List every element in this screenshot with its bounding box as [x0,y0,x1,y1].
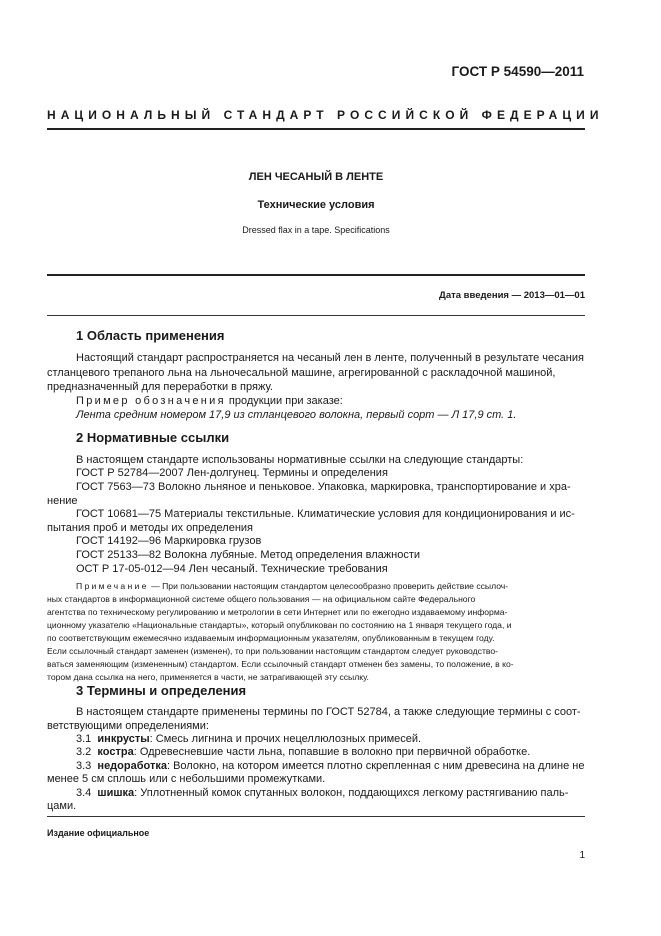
note-line: ционному указателю «Национальные стандарты», который опубликован по состоянию на 1 января текущего года, и [47,620,512,630]
document-title: ЛЕН ЧЕСАНЫЙ В ЛЕНТЕ [248,171,384,183]
example-label: Пример обозначения [76,395,226,407]
term-name: инкрусты [97,733,150,745]
example-suffix: продукции при заказе: [225,395,343,407]
term-number: 3.1 [76,733,92,745]
page-number: 1 [579,850,585,861]
term-name: недоработка [97,760,167,772]
term-item [76,759,585,773]
note-label: Примечание [76,581,149,591]
term-continuation: менее 5 см сплошь или с небольшими промежутками. [47,773,326,785]
title-divider [47,274,585,276]
header-divider [47,128,585,130]
section-1-line: предназначенный для переработки в пряжу. [47,381,273,393]
reference-line: ГОСТ 10681—75 Материалы текстильные. Климатические условия для кондиционирования и ис- [76,508,575,520]
term-continuation: цами. [47,800,77,812]
national-standard-banner: НАЦИОНАЛЬНЫЙ СТАНДАРТ РОССИЙСКОЙ ФЕДЕРАЦИИ [47,108,604,122]
date-divider [47,315,585,316]
term-item [76,732,585,746]
english-title: Dressed flax in a tape. Specifications [242,225,390,235]
section-1-line: стланцевого трепаного льна на льночесальной машине, агрегированной с раскладочной машиной, [47,367,556,379]
reference-line: ОСТ Р 17-05-012—94 Лен чесаный. Технические требования [76,563,388,575]
note-line: ных стандартов в информационной системе общего пользования — на официальном сайте Федерального [47,594,476,604]
note-line: агентства по техническому регулированию и метрологии в сети Интернет или по ежегодно издаваемому информа- [47,607,508,617]
section-2-heading: 2 Нормативные ссылки [76,430,230,445]
section-3-heading: 3 Термины и определения [76,683,247,698]
term-definition: : Смесь лигнина и прочих нецеллюлозных примесей. [149,733,422,745]
note-line: тором дана ссылка на него, применяется в части, не затрагивающей эту ссылку. [47,672,369,682]
example-text: Лента средним номером 17,9 из стланцевого волокна, первый сорт — Л 17,9 ст. 1. [76,409,517,421]
reference-line: нение [47,495,78,507]
section-3-intro: В настоящем стандарте применены термины по ГОСТ 52784, а также следующие термины с соот- [76,706,581,718]
note-text: — При пользовании настоящим стандартом целесообразно проверить действие ссылоч- [148,581,509,591]
reference-line: ГОСТ Р 52784—2007 Лен-долгунец. Термины и определения [76,467,388,479]
reference-line: ГОСТ 7563—73 Волокно льняное и пеньковое. Упаковка, маркировка, транспортирование и хра- [76,481,571,493]
section-1-heading: 1 Область применения [76,328,225,343]
intro-date: Дата введения — 2013—01—01 [439,290,585,301]
term-item [76,786,585,800]
term-definition: : Уплотненный комок спутанных волокон, поддающихся легкому растягиванию паль- [134,787,569,799]
reference-line: ГОСТ 14192—96 Маркировка грузов [76,535,262,547]
note-line: Если ссылочный стандарт заменен (изменен), то при пользовании настоящим стандартом следует руководство- [47,646,498,656]
gost-code: ГОСТ Р 54590—2011 [451,64,584,79]
reference-line: пытания проб и методы их определения [47,522,254,534]
example-line [76,394,585,408]
term-item [76,745,585,759]
note-line: ваться заменяющим (измененным) стандартом. Если ссылочный стандарт отменен без замены, то положение, в ко- [47,659,514,669]
term-number: 3.3 [76,760,92,772]
term-number: 3.2 [76,746,92,758]
note-line: по соответствующим ежемесячно издаваемым информационным указателям, опубликованным в текущем году. [47,633,495,643]
edition-label: Издание официальное [47,828,150,838]
term-number: 3.4 [76,787,92,799]
term-definition: : Одревесневшие части льна, попавшие в волокно при первичной обработке. [133,746,531,758]
footer-divider [47,816,585,817]
section-3-intro: ветствующими определениями: [47,720,209,732]
document-subtitle: Технические условия [257,199,375,211]
note-line [76,580,585,593]
section-1-line: Настоящий стандарт распространяется на чесаный лен в ленте, полученный в результате чесания [76,352,584,364]
term-definition: : Волокно, на котором имеется плотно скрепленная с ним древесина на длине не [166,760,585,772]
section-2-intro: В настоящем стандарте использованы нормативные ссылки на следующие стандарты: [76,454,524,466]
reference-line: ГОСТ 25133—82 Волокна лубяные. Метод определения влажности [76,549,421,561]
term-name: шишка [97,787,135,799]
term-name: костра [97,746,134,758]
